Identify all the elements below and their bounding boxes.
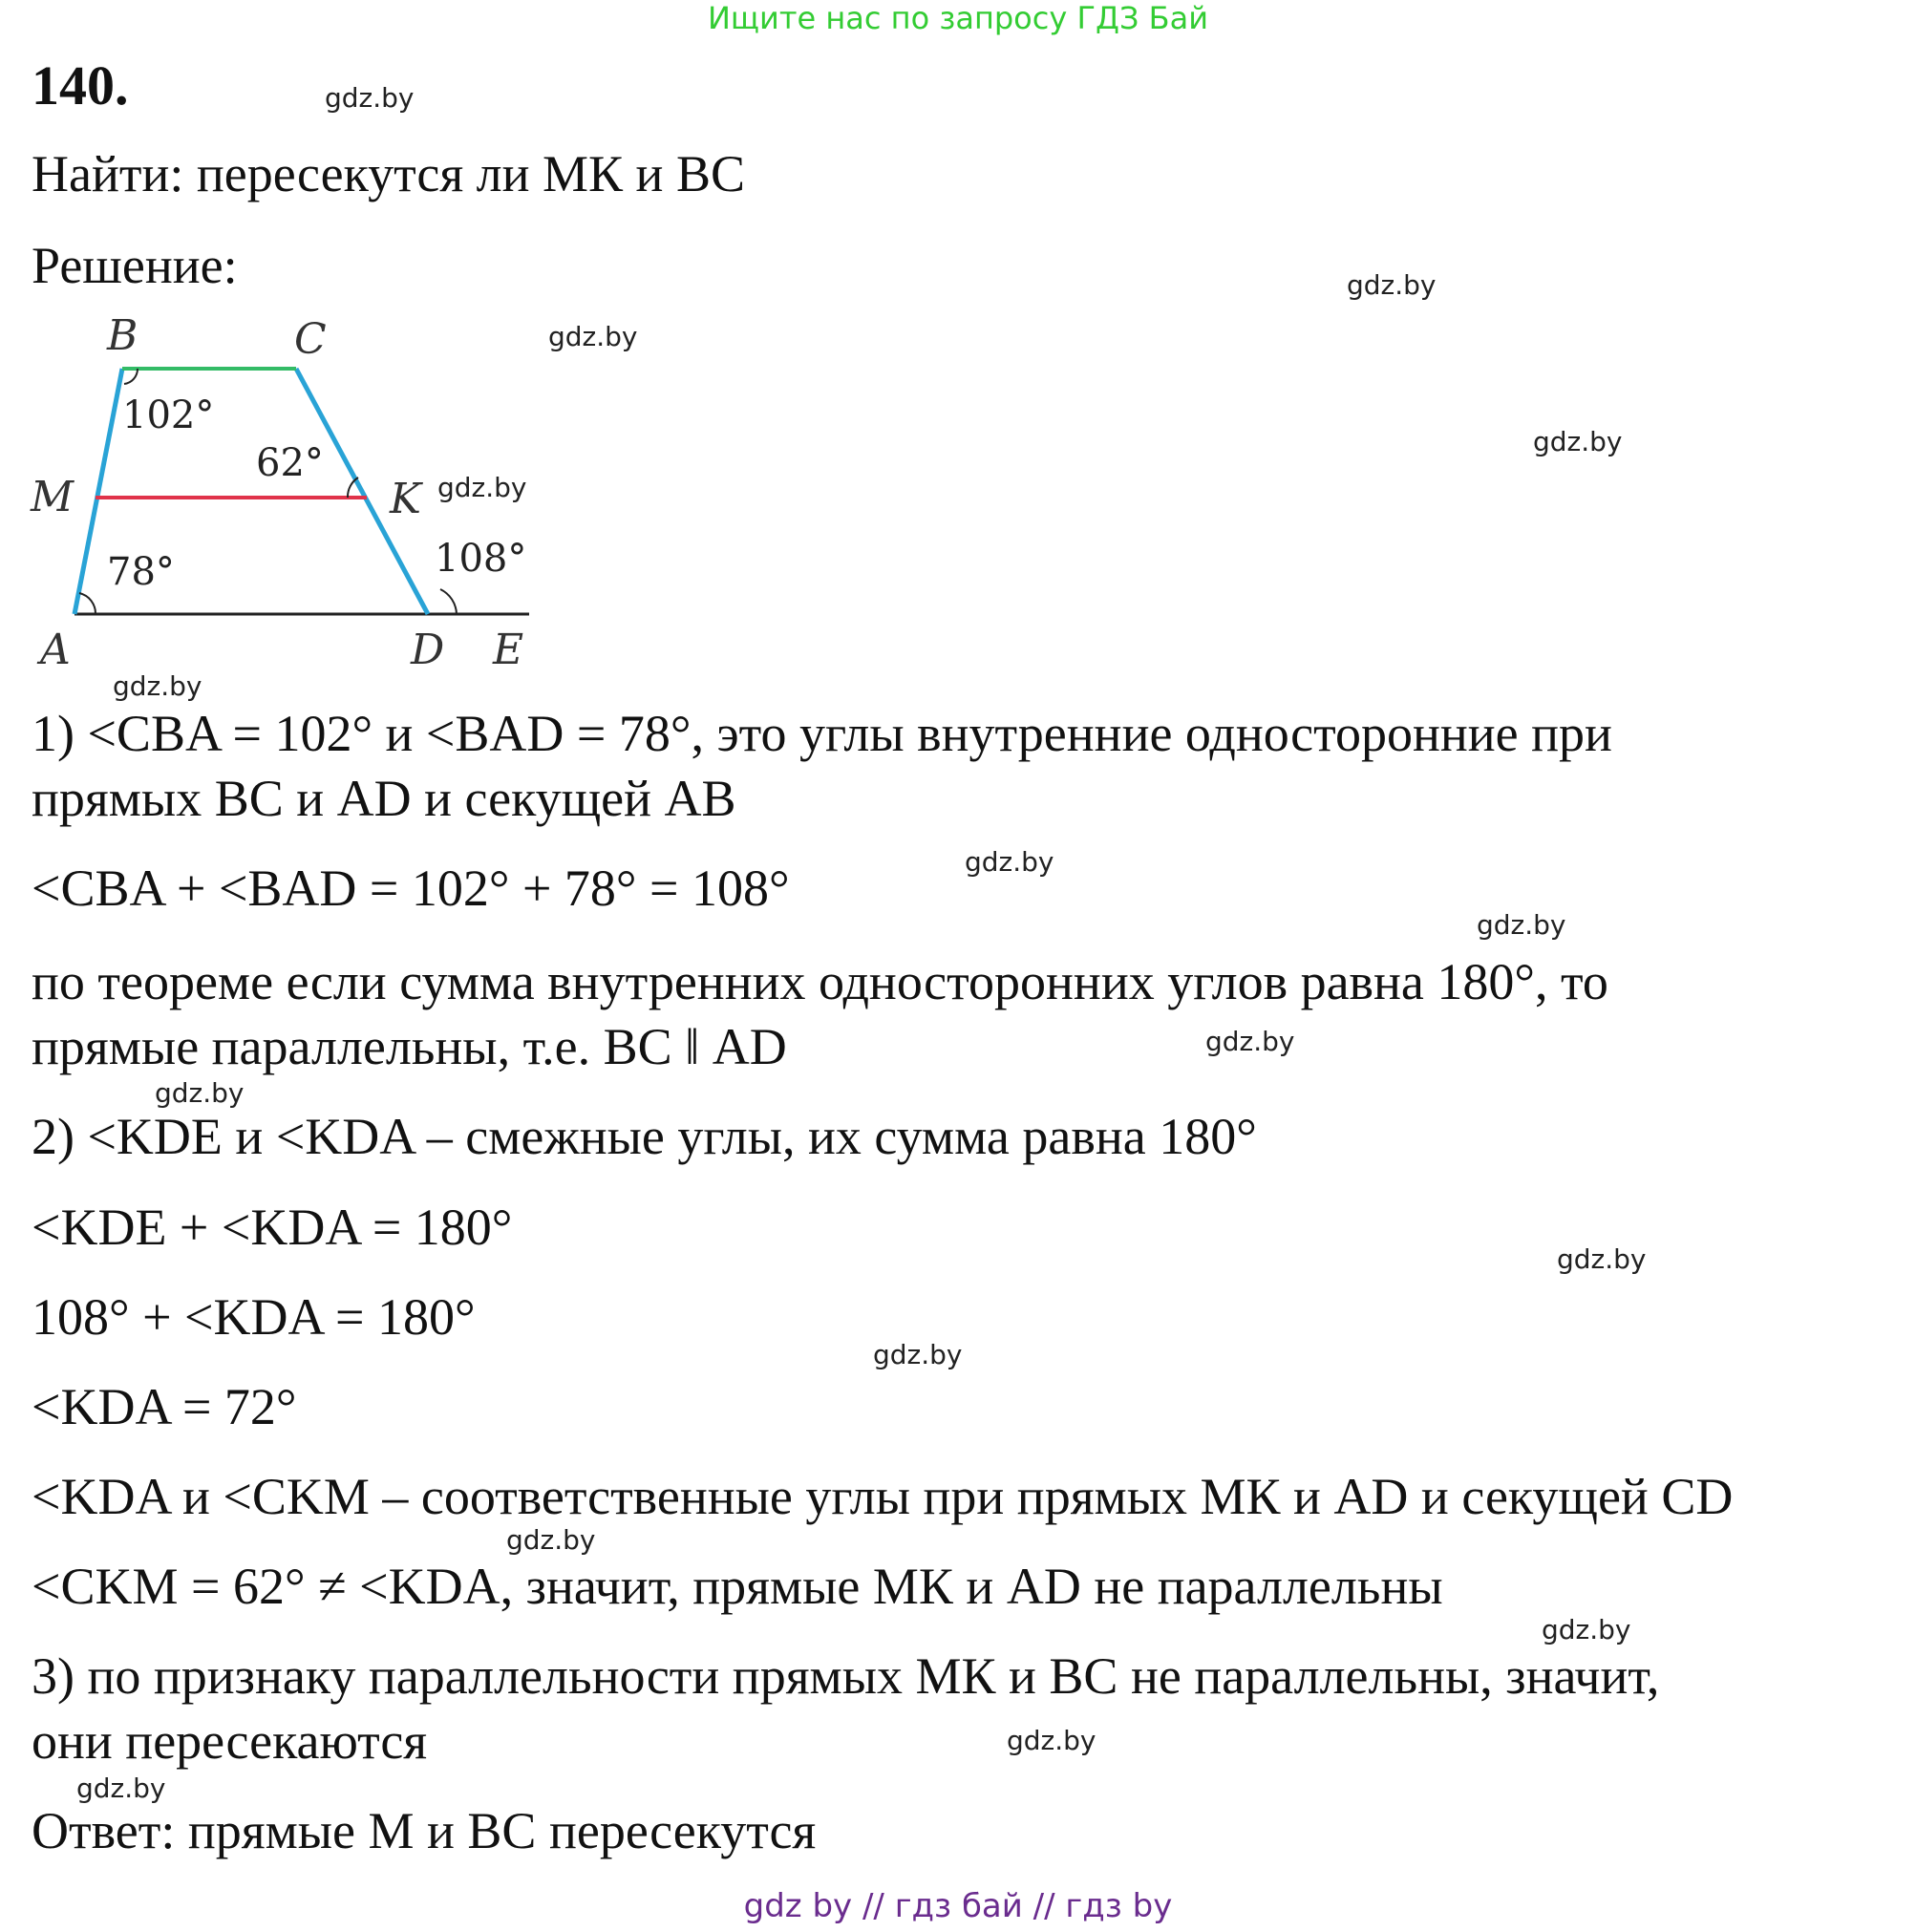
step-2-eq-2: 108° + <KDA = 180° [32,1288,476,1346]
watermark: gdz.by [1542,1614,1631,1645]
point-b-label: B [107,315,138,360]
step-2-line: 2) <KDE и <KDA – смежные углы, их сумма равна 180° [32,1108,1257,1165]
find-statement: Найти: пересекутся ли МК и ВС [32,145,745,202]
watermark: gdz.by [1347,269,1437,301]
point-c-label: C [294,315,327,364]
point-k-label: K [390,475,421,523]
point-a-label: A [40,626,71,674]
angle-d-value: 108° [435,537,527,581]
watermark: gdz.by [1007,1725,1096,1756]
angle-a-value: 78° [107,550,175,594]
watermark: gdz.by [155,1077,245,1109]
search-banner: Ищите нас по запросу ГДЗ Бай [707,0,1209,36]
watermark: gdz.by [873,1339,963,1370]
footer-links: gdz by // гдз бай // гдз by [743,1887,1173,1925]
watermark: gdz.by [113,670,202,702]
watermark: gdz.by [325,82,415,114]
step-2-conclusion: <CKM = 62° ≠ <KDA, значит, прямые МК и AD не параллельны [32,1558,1443,1615]
problem-number: 140. [32,54,129,117]
step-1-line-2: прямых ВС и АD и секущей АВ [32,770,736,827]
angle-arc-b [124,369,138,384]
watermark: gdz.by [1205,1026,1295,1057]
step-3-line-2: они пересекаются [32,1712,428,1770]
step-2-eq-3: <KDA = 72° [32,1378,297,1435]
watermark: gdz.by [548,321,638,352]
angle-arc-a [79,593,96,614]
theorem-line-1: по теореме если сумма внутренних односторонних углов равна 180°, то [32,953,1608,1010]
step-1-sum: <CBA + <BAD = 102° + 78° = 108° [32,860,790,917]
watermark: gdz.by [965,846,1054,878]
watermark: gdz.by [1477,909,1566,941]
theorem-line-2: прямые параллельны, т.е. ВС ‖ АD [32,1018,787,1075]
step-2-eq-1: <KDE + <KDA = 180° [32,1199,513,1256]
solution-label: Решение: [32,237,238,294]
angle-arc-d [440,589,457,614]
watermark: gdz.by [437,472,527,503]
point-d-label: D [411,626,445,674]
watermark: gdz.by [506,1524,596,1556]
angle-b-value: 102° [122,393,215,437]
watermark: gdz.by [1557,1243,1647,1275]
watermark: gdz.by [76,1773,166,1804]
answer: Ответ: прямые М и ВС пересекутся [32,1802,817,1859]
step-1-line-1: 1) <CBA = 102° и <BAD = 78°, это углы внутренние односторонние при [32,705,1612,762]
point-e-label: E [493,626,524,674]
step-2-corresponding: <KDA и <CKM – соответственные углы при прямых МК и АD и секущей CD [32,1468,1734,1525]
angle-k-value: 62° [256,441,324,485]
step-3-line-1: 3) по признаку параллельности прямых МК и ВС не параллельны, значит, [32,1647,1660,1705]
watermark: gdz.by [1533,426,1623,457]
point-m-label: M [31,473,75,521]
